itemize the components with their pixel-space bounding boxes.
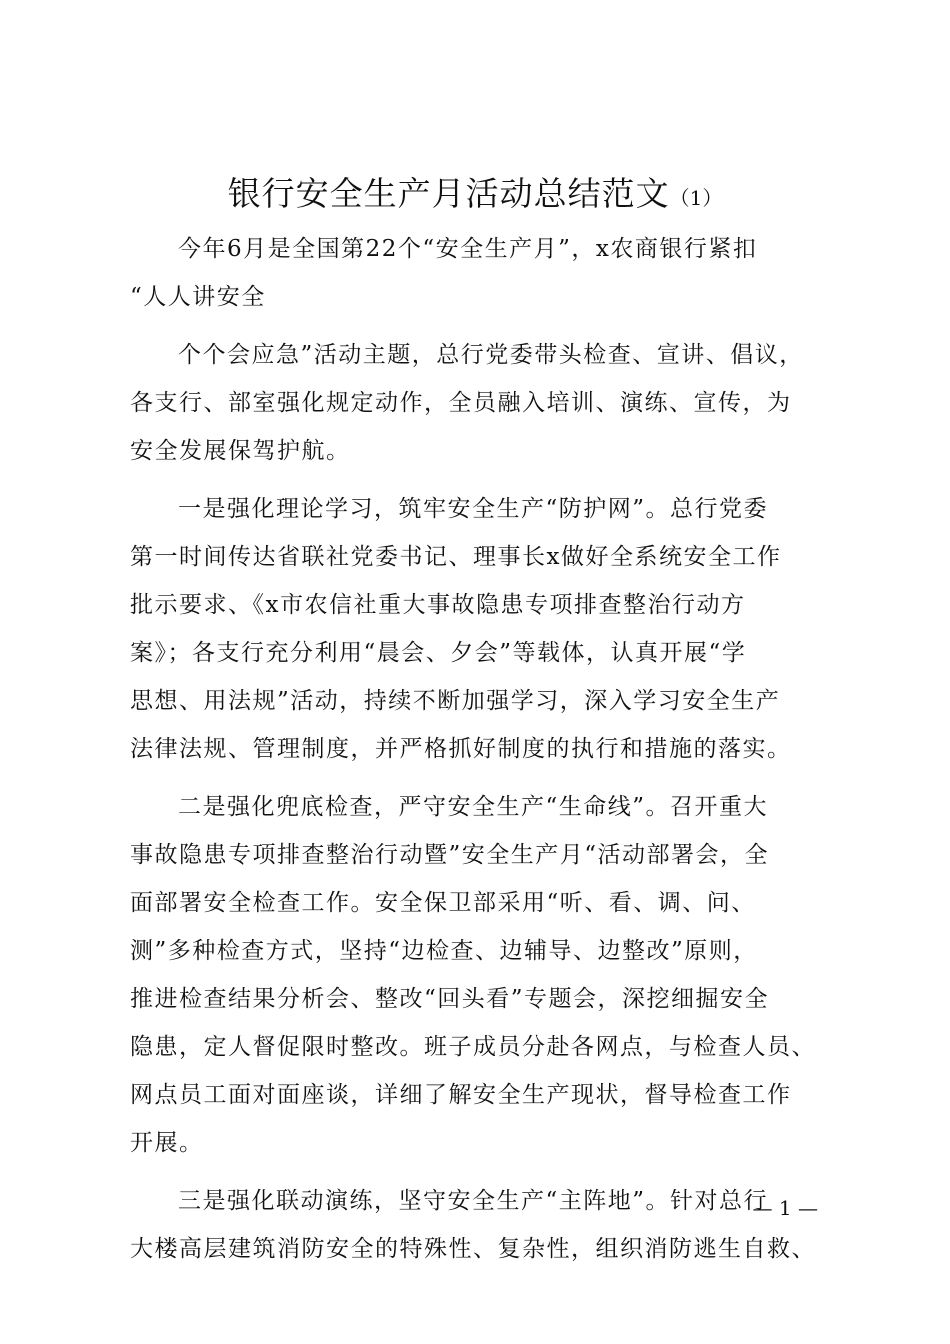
- text-line: 法律法规、管理制度，并严格抓好制度的执行和措施的落实。: [130, 736, 792, 762]
- text-line: 事故隐患专项排查整治行动暨”安全生产月“活动部署会，全: [130, 842, 770, 868]
- text-line: 各支行、部室强化规定动作，全员融入培训、演练、宣传，为: [130, 390, 792, 416]
- text-line: 批示要求、《x市农信社重大事故隐患专项排查整治行动方: [130, 592, 746, 618]
- text-line: 开展。: [130, 1130, 204, 1156]
- text-line: 网点员工面对面座谈，详细了解安全生产现状，督导检查工作: [130, 1082, 792, 1108]
- page-number: — 1 —: [752, 1196, 818, 1220]
- text-line: 个个会应急”活动主题，总行党委带头检查、宣讲、倡议，: [178, 342, 804, 368]
- text-line: 大楼高层建筑消防安全的特殊性、复杂性，组织消防逃生自救、: [130, 1236, 816, 1262]
- text-line: 三是强化联动演练，坚守安全生产“主阵地”。针对总行: [178, 1188, 769, 1214]
- title-suffix: （1）: [669, 186, 723, 210]
- document-body: [130, 225, 820, 1273]
- text-line: 二是强化兜底检查，严守安全生产“生命线”。召开重大: [178, 794, 769, 820]
- text-line: 安全发展保驾护航。: [130, 438, 351, 464]
- text-line: 隐患，定人督促限时整改。班子成员分赴各网点，与检查人员、: [130, 1034, 816, 1060]
- text-line: 第一时间传达省联社党委书记、理事长x做好全系统安全工作: [130, 544, 782, 570]
- title-text: 银行安全生产月活动总结范文: [227, 174, 670, 213]
- text-line: 测”多种检查方式，坚持“边检查、边辅导、边整改”原则，: [130, 938, 758, 964]
- text-line: 推进检查结果分析会、整改“回头看”专题会，深挖细掘安全: [130, 986, 770, 1012]
- text-line: 今年6月是全国第22个“安全生产月”，x农商银行紧扣: [178, 236, 758, 262]
- text-line: 思想、用法规”活动，持续不断加强学习，深入学习安全生产: [130, 688, 781, 714]
- text-line: 一是强化理论学习，筑牢安全生产“防护网”。总行党委: [178, 496, 769, 522]
- text-line: 案》；各支行充分利用“晨会、夕会”等载体，认真开展“学: [130, 640, 747, 666]
- text-line: 面部署安全检查工作。安全保卫部采用“听、看、调、问、: [130, 890, 756, 916]
- document-title: [0, 172, 950, 220]
- text-line: “人人讲安全: [130, 284, 266, 310]
